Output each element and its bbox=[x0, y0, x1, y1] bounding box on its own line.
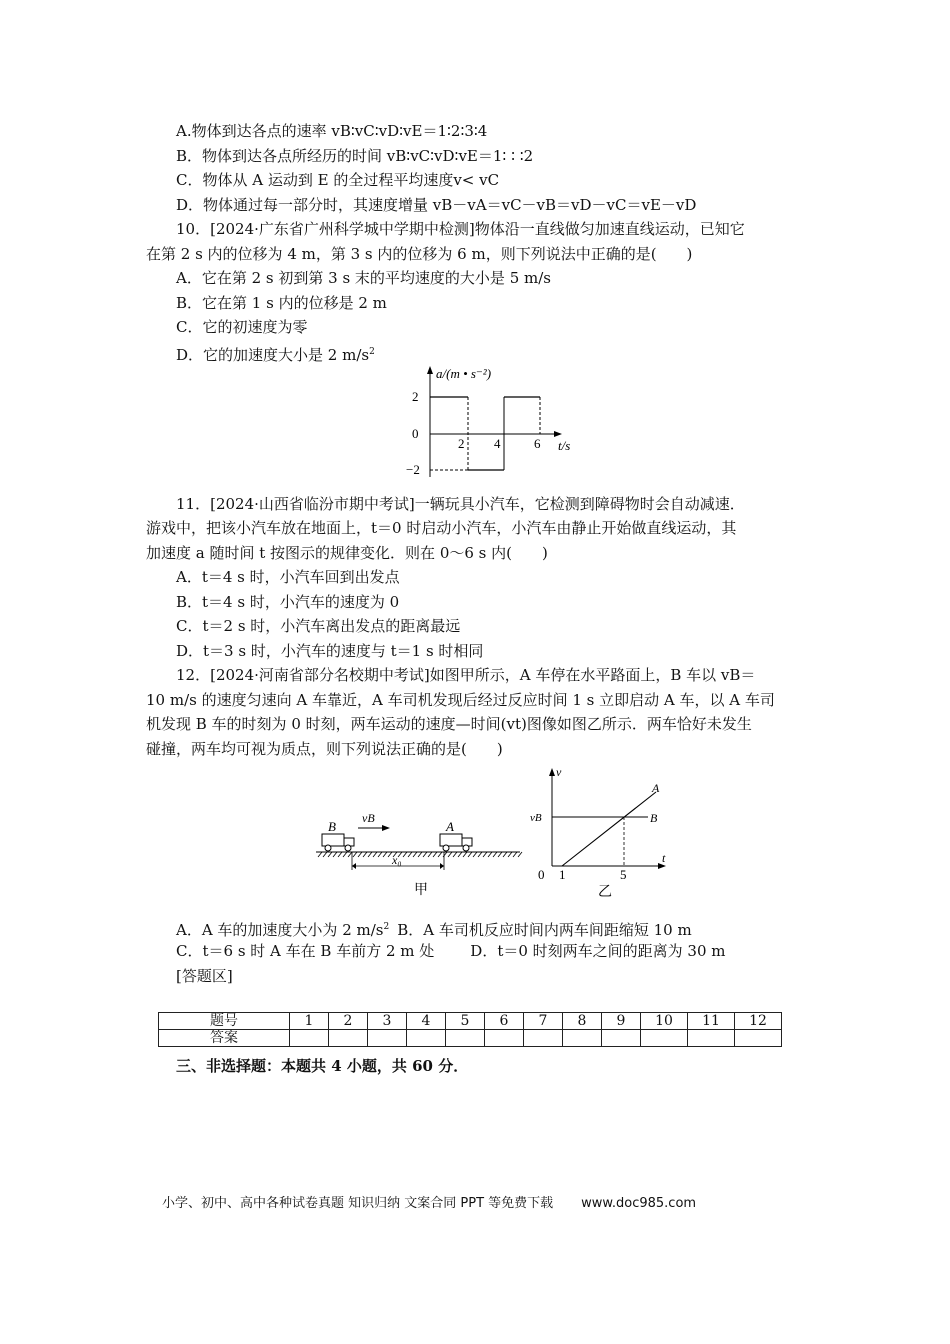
x0-label: x₀ bbox=[392, 853, 402, 867]
q12-option-a-exponent: 2 bbox=[383, 922, 390, 932]
answer-table-cell: 5 bbox=[446, 1013, 485, 1030]
ground-hatch-stroke bbox=[433, 852, 437, 857]
answer-input-cell[interactable] bbox=[688, 1030, 735, 1047]
x0-arrow-left bbox=[352, 863, 356, 869]
answer-table-cell: 9 bbox=[602, 1013, 641, 1030]
q12-stem-line3: 机发现 B 车的时刻为 0 时刻，两车运动的速度—时间(vt)图像如图乙所示．两车恰好未发生 bbox=[146, 715, 752, 733]
q12-option-a: A．A 车的加速度大小为 2 m/s bbox=[176, 921, 384, 939]
ground-hatch-stroke bbox=[473, 852, 477, 857]
answer-table-header-number: 题号 bbox=[159, 1013, 290, 1030]
graph-a-xtick-2: 2 bbox=[458, 436, 465, 451]
figure-jia-caption: 甲 bbox=[414, 883, 428, 898]
q11-stem-line2: 游戏中，把该小汽车放在地面上，t＝0 时启动小汽车，小汽车由静止开始做直线运动，其 bbox=[146, 519, 737, 537]
car-b-label: B bbox=[328, 819, 336, 834]
graph-vt-line-b-label: B bbox=[650, 811, 658, 825]
q10-option-b: B．它在第 1 s 内的位移是 2 m bbox=[176, 294, 387, 312]
ground-hatch-stroke bbox=[403, 852, 407, 857]
q12-number: 12． bbox=[176, 666, 211, 684]
graph-vt-ylabel: v bbox=[556, 765, 562, 779]
answer-table-cell: 11 bbox=[688, 1013, 735, 1030]
car-a-wheel-front bbox=[463, 845, 469, 851]
answer-table-cell: 12 bbox=[735, 1013, 782, 1030]
graph-a-y-arrow bbox=[427, 366, 433, 374]
answer-area-title: [答题区] bbox=[176, 967, 233, 985]
footer-website-link[interactable]: www.doc985.com bbox=[581, 1196, 697, 1211]
q10-number: 10． bbox=[176, 220, 211, 238]
answer-table-cell: 1 bbox=[290, 1013, 329, 1030]
ground-hatch-stroke bbox=[418, 852, 422, 857]
ground-hatch-stroke bbox=[353, 852, 357, 857]
answer-table-cell: 4 bbox=[407, 1013, 446, 1030]
footer-slogan: 小学、初中、高中各种试卷真题 知识归纳 文案合同 PPT 等免费下载 bbox=[162, 1196, 554, 1211]
q12-stem-text: 如图甲所示，A 车停在水平路面上，B 车以 vB＝ bbox=[429, 666, 756, 684]
answer-input-cell[interactable] bbox=[524, 1030, 563, 1047]
ground-hatch-stroke bbox=[518, 852, 522, 857]
answer-table-cell: 8 bbox=[563, 1013, 602, 1030]
answer-input-cell[interactable] bbox=[407, 1030, 446, 1047]
graph-a-xlabel: t/s bbox=[558, 438, 571, 453]
ground-hatch-stroke bbox=[373, 852, 377, 857]
q12-options-row1 bbox=[176, 917, 692, 940]
ground-hatch-stroke bbox=[468, 852, 472, 857]
q11-option-b: B．t＝4 s 时，小汽车的速度为 0 bbox=[176, 593, 400, 611]
x0-arrow-right bbox=[440, 863, 444, 869]
q10-source: [2024·广东省广州科学城中学期中检测] bbox=[210, 220, 475, 238]
q10-stem-line2: 在第 2 s 内的位移为 4 m，第 3 s 内的位移为 6 m，则下列说法中正确的是( ) bbox=[146, 245, 693, 263]
ground-hatch-stroke bbox=[318, 852, 322, 857]
graph-vt-tick-0: 0 bbox=[538, 867, 545, 882]
q10-option-d bbox=[176, 342, 375, 365]
ground-hatch-stroke bbox=[483, 852, 487, 857]
q10-option-c: C．它的初速度为零 bbox=[176, 318, 308, 336]
q11-stem-line3: 加速度 a 随时间 t 按图示的规律变化．则在 0～6 s 内( ) bbox=[146, 544, 548, 562]
q12-options-row2 bbox=[176, 941, 726, 961]
answer-table-cell: 10 bbox=[641, 1013, 688, 1030]
graph-a-tick-2: 2 bbox=[412, 389, 419, 404]
ground-hatch-stroke bbox=[478, 852, 482, 857]
ground-hatch-stroke bbox=[328, 852, 332, 857]
velocity-arrowhead bbox=[382, 825, 390, 831]
ground-hatch-stroke bbox=[428, 852, 432, 857]
ground-hatch-stroke bbox=[453, 852, 457, 857]
graph-vt-line-a-label: A bbox=[652, 781, 660, 795]
figure-yi-caption: 乙 bbox=[598, 885, 612, 900]
ground-hatch-stroke bbox=[383, 852, 387, 857]
graph-vt-y-arrow bbox=[549, 768, 555, 776]
graph-a-xtick-4: 4 bbox=[494, 436, 501, 451]
section-3-heading: 三、非选择题：本题共 4 小题，共 60 分． bbox=[176, 1057, 469, 1075]
ground-hatching bbox=[318, 852, 522, 857]
answer-input-cell[interactable] bbox=[602, 1030, 641, 1047]
ground-hatch-stroke bbox=[323, 852, 327, 857]
ground-hatch-stroke bbox=[378, 852, 382, 857]
ground-hatch-stroke bbox=[358, 852, 362, 857]
q10-option-d-exponent: 2 bbox=[369, 347, 375, 357]
graph-a-tick-minus2: −2 bbox=[406, 462, 420, 477]
q12-option-d: D．t＝0 时刻两车之间的距离为 30 m bbox=[470, 942, 726, 960]
q9-option-a: A.物体到达各点的速率 vB∶vC∶vD∶vE＝1∶2∶3∶4 bbox=[176, 122, 488, 140]
ground-hatch-stroke bbox=[348, 852, 352, 857]
q12-stem-line2: 10 m/s 的速度匀速向 A 车靠近，A 车司机发现后经过反应时间 1 s 立即启动 A 车，以 A 车司 bbox=[146, 691, 775, 709]
answer-table-header-answer: 答案 bbox=[159, 1030, 290, 1047]
answer-input-cell[interactable] bbox=[329, 1030, 368, 1047]
answer-input-cell[interactable] bbox=[641, 1030, 688, 1047]
q10-option-d-text: D．它的加速度大小是 2 m/s bbox=[176, 346, 370, 364]
q9-option-b: B．物体到达各点所经历的时间 vB∶vC∶vD∶vE＝1∶ ∶ ∶2 bbox=[176, 147, 534, 165]
answer-input-cell[interactable] bbox=[368, 1030, 407, 1047]
graph-vt-line-a bbox=[562, 792, 656, 866]
answer-table-cell: 2 bbox=[329, 1013, 368, 1030]
car-a-label: A bbox=[446, 819, 454, 834]
ground-hatch-stroke bbox=[343, 852, 347, 857]
q12-option-b: B．A 车司机反应时间内两车间距缩短 10 m bbox=[397, 921, 692, 939]
graph-vt-xlabel: t bbox=[662, 851, 666, 865]
ground-hatch-stroke bbox=[488, 852, 492, 857]
ground-hatch-stroke bbox=[413, 852, 417, 857]
car-b-body bbox=[322, 834, 344, 846]
q11-stem-line1 bbox=[176, 494, 745, 514]
ground-hatch-stroke bbox=[463, 852, 467, 857]
graph-vt-vb-label: vB bbox=[530, 812, 542, 824]
car-b-velocity-label: vB bbox=[362, 811, 375, 825]
answer-input-cell[interactable] bbox=[446, 1030, 485, 1047]
ground-hatch-stroke bbox=[498, 852, 502, 857]
answer-table-row-answers bbox=[159, 1030, 782, 1047]
ground-hatch-stroke bbox=[408, 852, 412, 857]
answer-input-cell[interactable] bbox=[290, 1030, 329, 1047]
answer-input-cell[interactable] bbox=[735, 1030, 782, 1047]
graph-vt-tick-5: 5 bbox=[620, 867, 627, 882]
ground-hatch-stroke bbox=[423, 852, 427, 857]
q11-number: 11． bbox=[176, 495, 211, 513]
figure-yi-vt-graph bbox=[526, 762, 676, 900]
car-b-wheel-rear bbox=[325, 845, 331, 851]
answer-table bbox=[158, 1012, 782, 1047]
graph-a-tick-0: 0 bbox=[412, 426, 419, 441]
q10-option-a: A．它在第 2 s 初到第 3 s 末的平均速度的大小是 5 m/s bbox=[176, 269, 551, 287]
q11-option-a: A．t＝4 s 时，小汽车回到出发点 bbox=[176, 568, 400, 586]
q12-option-c: C．t＝6 s 时 A 车在 B 车前方 2 m 处 bbox=[176, 942, 435, 960]
ground-hatch-stroke bbox=[493, 852, 497, 857]
q11-option-d: D．t＝3 s 时，小汽车的速度与 t＝1 s 时相同 bbox=[176, 642, 484, 660]
graph-a-ylabel: a/(m • s⁻²) bbox=[436, 366, 492, 381]
q10-stem-line1 bbox=[176, 219, 745, 239]
ground-hatch-stroke bbox=[333, 852, 337, 857]
q11-source: [2024·山西省临汾市期中考试] bbox=[210, 495, 415, 513]
ground-hatch-stroke bbox=[448, 852, 452, 857]
answer-input-cell[interactable] bbox=[485, 1030, 524, 1047]
page-footer bbox=[162, 1192, 696, 1211]
ground-hatch-stroke bbox=[438, 852, 442, 857]
q11-stem-text: 一辆玩具小汽车，它检测到障碍物时会自动减速． bbox=[414, 495, 745, 513]
q12-source: [2024·河南省部分名校期中考试] bbox=[210, 666, 430, 684]
ground-hatch-stroke bbox=[508, 852, 512, 857]
ground-hatch-stroke bbox=[368, 852, 372, 857]
ground-hatch-stroke bbox=[513, 852, 517, 857]
acceleration-time-graph bbox=[400, 362, 580, 482]
graph-vt-tick-1: 1 bbox=[559, 867, 566, 882]
answer-table-cell: 6 bbox=[485, 1013, 524, 1030]
car-a-body bbox=[440, 834, 462, 846]
q12-stem-line4: 碰撞，两车均可视为质点，则下列说法正确的是( ) bbox=[146, 740, 503, 758]
graph-a-x-arrow bbox=[554, 431, 562, 437]
answer-table-cell: 7 bbox=[524, 1013, 563, 1030]
answer-table-row-numbers bbox=[159, 1013, 782, 1030]
q12-stem-line1 bbox=[176, 665, 755, 685]
answer-table-cell: 3 bbox=[368, 1013, 407, 1030]
car-b-wheel-front bbox=[345, 845, 351, 851]
ground-hatch-stroke bbox=[363, 852, 367, 857]
q9-option-d: D．物体通过每一部分时，其速度增量 vB－vA＝vC－vB＝vD－vC＝vE－vD bbox=[176, 196, 697, 214]
q10-stem-text: 物体沿一直线做匀加速直线运动，已知它 bbox=[474, 220, 745, 238]
ground-hatch-stroke bbox=[503, 852, 507, 857]
figure-jia-cars bbox=[312, 800, 524, 900]
q11-option-c: C．t＝2 s 时，小汽车离出发点的距离最远 bbox=[176, 617, 461, 635]
answer-input-cell[interactable] bbox=[563, 1030, 602, 1047]
graph-a-xtick-6: 6 bbox=[534, 436, 541, 451]
car-a-wheel-rear bbox=[443, 845, 449, 851]
q9-option-c: C．物体从 A 运动到 E 的全过程平均速度v< vC bbox=[176, 171, 500, 189]
ground-hatch-stroke bbox=[458, 852, 462, 857]
ground-hatch-stroke bbox=[338, 852, 342, 857]
